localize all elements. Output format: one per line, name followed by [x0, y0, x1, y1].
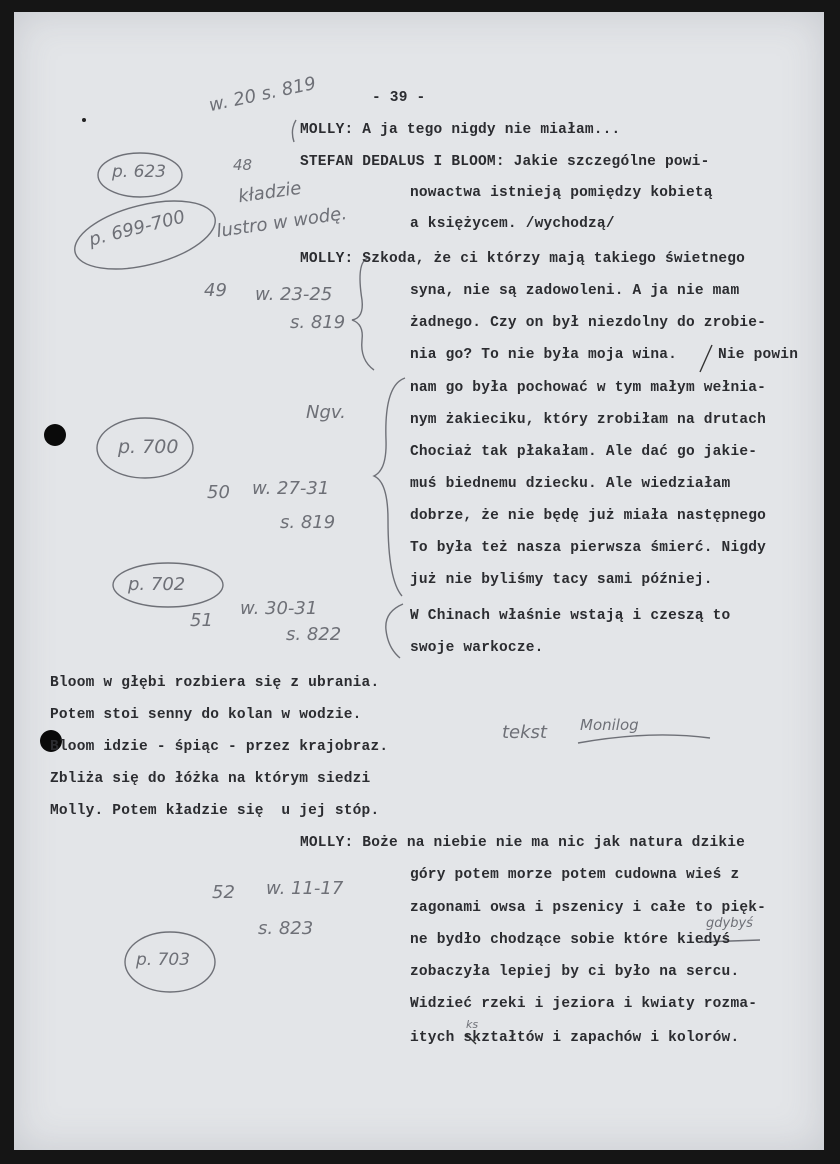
annotation-w2731: w. 27-31: [252, 478, 330, 499]
typed-line: Nie powin: [718, 347, 799, 363]
typed-line: MOLLY: Szkoda, że ci którzy mają takiego świetnego: [300, 251, 746, 267]
annotation-ks: ks: [466, 1018, 479, 1031]
typed-line: swoje warkocze.: [410, 640, 544, 656]
annotation-p703: p. 703: [136, 950, 191, 970]
annotation-w20: w. 20 s. 819: [207, 72, 318, 117]
typed-line: itych skztałtów i zapachów i kolorów.: [410, 1030, 740, 1046]
annotation-w2325: w. 23-25: [255, 284, 333, 305]
typed-line: żadnego. Czy on był niezdolny do zrobie-: [410, 315, 767, 331]
annotation-p699: p. 699-700: [86, 206, 188, 251]
annotation-s823: s. 823: [258, 918, 314, 939]
typed-line: W Chinach właśnie wstają i czeszą to: [410, 608, 731, 624]
typed-line: góry potem morze potem cudowna wieś z: [410, 867, 740, 883]
annotation-s819a: s. 819: [290, 312, 346, 333]
annotation-p623: p. 623: [112, 162, 167, 182]
typed-line: nym żakieciku, który zrobiłam na drutach: [410, 412, 767, 428]
ink-dot: [82, 118, 86, 122]
typed-line: MOLLY: A ja tego nigdy nie miałam...: [300, 122, 621, 138]
annotation-51: 51: [190, 610, 213, 631]
typed-line: Widzieć rzeki i jeziora i kwiaty rozma-: [410, 996, 758, 1012]
typed-line: Chociaż tak płakałam. Ale dać go jakie-: [410, 444, 758, 460]
typed-line: Bloom w głębi rozbiera się z ubrania.: [50, 675, 380, 691]
annotation-s819b: s. 819: [280, 512, 336, 533]
typed-line: muś biednemu dziecku. Ale wiedziałam: [410, 476, 731, 492]
typed-line: Potem stoi senny do kolan w wodzie.: [50, 707, 362, 723]
annotation-p700: p. 700: [118, 436, 179, 458]
annotation-48: 48: [233, 156, 253, 174]
annotation-w3031: w. 30-31: [240, 598, 318, 619]
typed-line: STEFAN DEDALUS I BLOOM: Jakie szczególne powi-: [300, 154, 710, 170]
annotation-p702: p. 702: [128, 574, 186, 595]
typed-line: Zbliża się do łóżka na którym siedzi: [50, 771, 371, 787]
page-number: - 39 -: [372, 90, 426, 106]
punch-hole-top: [44, 424, 66, 446]
typed-line: nowactwa istnieją pomiędzy kobietą: [410, 185, 713, 201]
annotation-monolog: Monilog: [580, 716, 639, 734]
annotation-tekst: tekst: [502, 722, 547, 743]
annotation-lustro: lustro w wodę.: [215, 202, 349, 243]
annotation-kladzie: kładzie: [236, 177, 303, 208]
typed-line: MOLLY: Boże na niebie nie ma nic jak natura dzikie: [300, 835, 746, 851]
typed-line: Bloom idzie - śpiąc - przez krajobraz.: [50, 739, 389, 755]
typed-line: zagonami owsa i pszenicy i całe to pięk-: [410, 900, 767, 916]
typed-line: zobaczyła lepiej by ci było na sercu.: [410, 964, 740, 980]
annotation-ngv: Ngv.: [306, 402, 346, 423]
annotation-50: 50: [207, 482, 230, 503]
annotation-s822: s. 822: [286, 624, 342, 645]
typed-line: a księżycem. /wychodzą/: [410, 216, 615, 232]
typed-line: nam go była pochować w tym małym wełnia-: [410, 380, 767, 396]
typed-line: ne bydło chodzące sobie które kiedyś: [410, 932, 731, 948]
typed-line: już nie byliśmy tacy sami później.: [410, 572, 713, 588]
typed-line: Molly. Potem kładzie się u jej stóp.: [50, 803, 380, 819]
typed-line: dobrze, że nie będę już miała następnego: [410, 508, 767, 524]
annotation-w1117: w. 11-17: [266, 878, 344, 899]
typed-line: nia go? To nie była moja wina.: [410, 347, 678, 363]
typed-line: syna, nie są zadowoleni. A ja nie mam: [410, 283, 740, 299]
annotation-gdybys: gdybyś: [706, 916, 753, 931]
annotation-49: 49: [204, 280, 227, 301]
typed-line: To była też nasza pierwsza śmierć. Nigdy: [410, 540, 767, 556]
annotation-52: 52: [212, 882, 235, 903]
